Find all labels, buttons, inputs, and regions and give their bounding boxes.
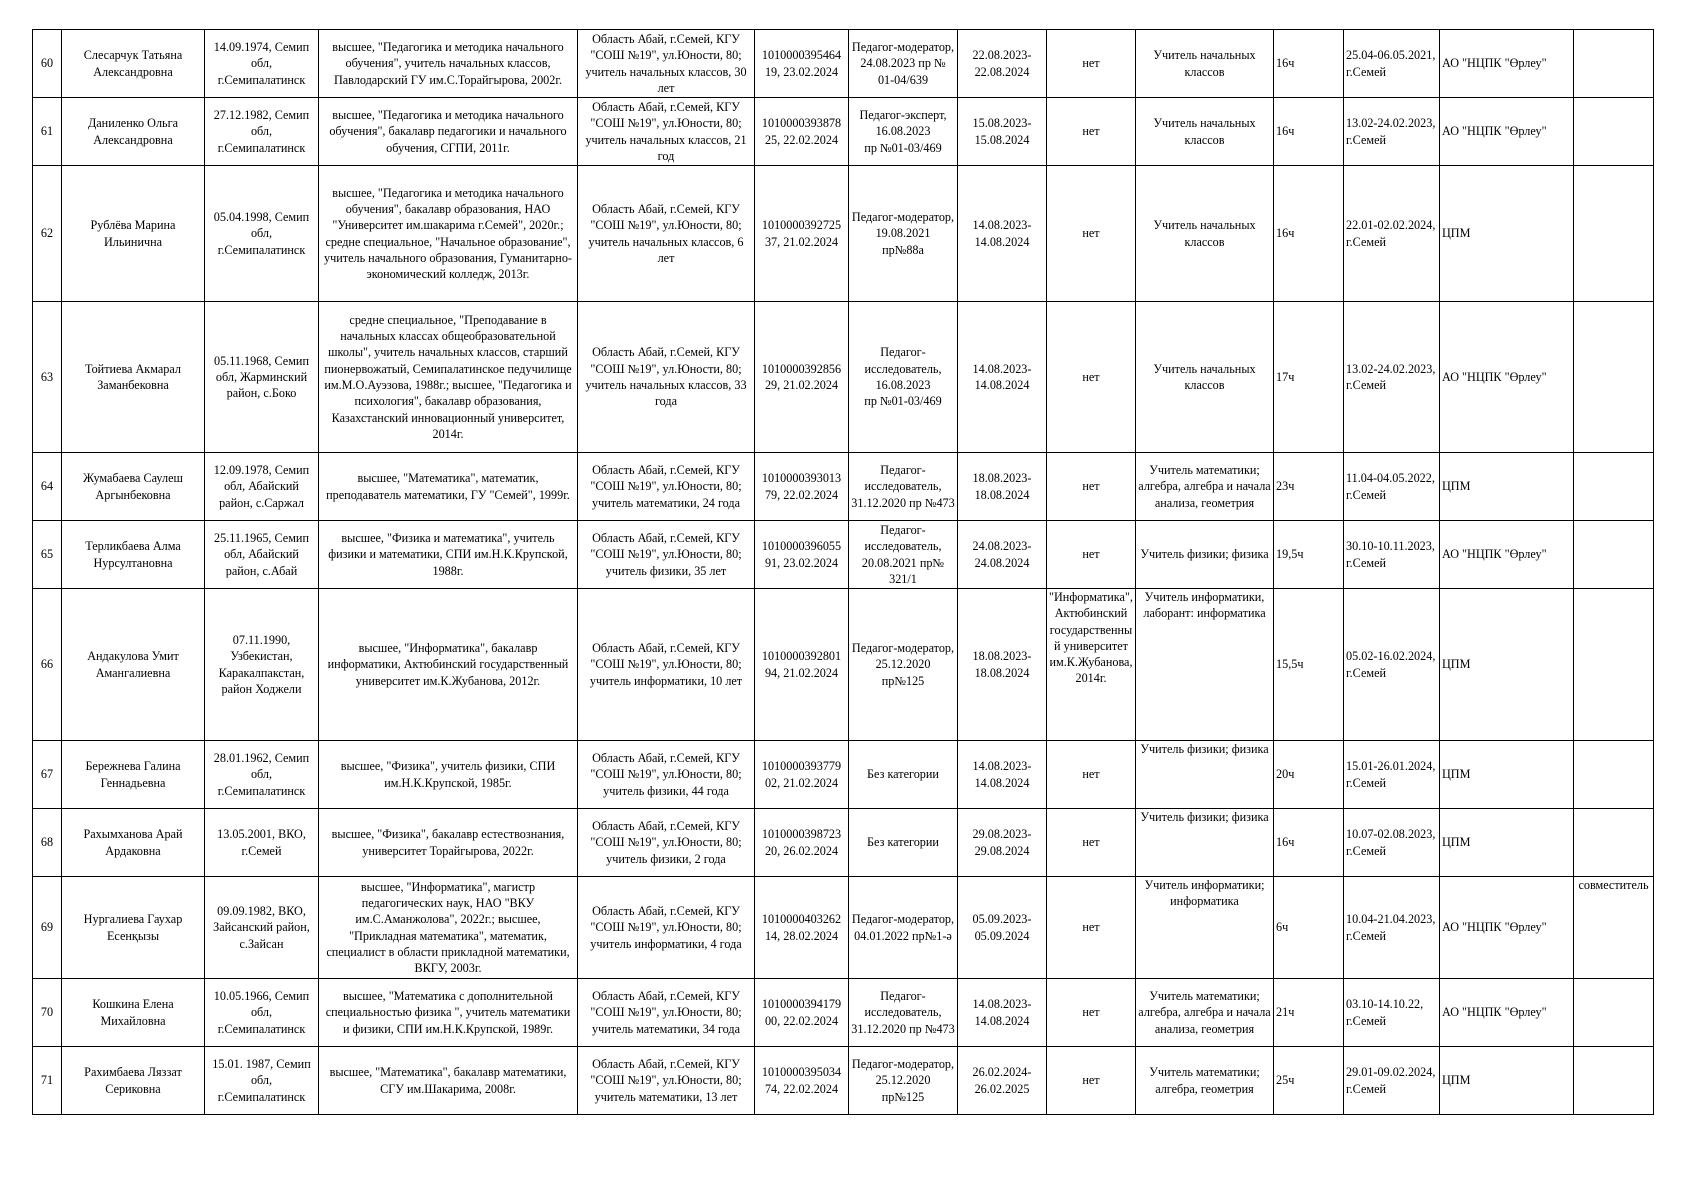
course-organization: ЦПМ bbox=[1440, 589, 1574, 741]
row-number: 65 bbox=[33, 521, 62, 589]
additional-education: нет bbox=[1047, 979, 1136, 1047]
qualification-category: Педагог-модератор, 04.01.2022 пр№1-ә bbox=[849, 877, 958, 979]
birth-info: 27.12.1982, Семип обл, г.Семипалатинск bbox=[205, 98, 319, 166]
position-subjects: Учитель начальных классов bbox=[1136, 302, 1274, 453]
workplace-info: Область Абай, г.Семей, КГУ "СОШ №19", ул.Юности, 80; учитель физики, 2 года bbox=[578, 809, 755, 877]
birth-info: 05.04.1998, Семип обл, г.Семипалатинск bbox=[205, 166, 319, 302]
course-dates: 10.07-02.08.2023, г.Семей bbox=[1344, 809, 1440, 877]
row-number: 62 bbox=[33, 166, 62, 302]
teacher-name: Слесарчук Татьяна Александровна bbox=[62, 30, 205, 98]
course-organization: ЦПМ bbox=[1440, 166, 1574, 302]
teaching-hours: 16ч bbox=[1274, 30, 1344, 98]
certificate-info: 1010000398723 20, 26.02.2024 bbox=[755, 809, 849, 877]
course-dates: 25.04-06.05.2021, г.Семей bbox=[1344, 30, 1440, 98]
course-dates: 05.02-16.02.2024, г.Семей bbox=[1344, 589, 1440, 741]
additional-education: нет bbox=[1047, 30, 1136, 98]
remark bbox=[1574, 809, 1654, 877]
remark bbox=[1574, 521, 1654, 589]
table-row bbox=[33, 1047, 1654, 1115]
education-info: высшее, "Физика и математика", учитель физики и математики, СПИ им.Н.К.Крупской, 1988г. bbox=[319, 521, 578, 589]
position-subjects: Учитель математики; алгебра, алгебра и начала анализа, геометрия bbox=[1136, 979, 1274, 1047]
course-dates: 10.04-21.04.2023, г.Семей bbox=[1344, 877, 1440, 979]
additional-education: нет bbox=[1047, 453, 1136, 521]
course-dates: 03.10-14.10.22, г.Семей bbox=[1344, 979, 1440, 1047]
course-organization: АО "НЦПК "Өрлеу" bbox=[1440, 979, 1574, 1047]
validity-period: 15.08.2023-15.08.2024 bbox=[958, 98, 1047, 166]
teacher-name: Бережнева Галина Геннадьевна bbox=[62, 741, 205, 809]
table-row bbox=[33, 521, 1654, 589]
qualification-category: Педагог-эксперт, 16.08.2023 пр №01-03/469 bbox=[849, 98, 958, 166]
table-row bbox=[33, 166, 1654, 302]
workplace-info: Область Абай, г.Семей, КГУ "СОШ №19", ул.Юности, 80; учитель физики, 44 года bbox=[578, 741, 755, 809]
remark bbox=[1574, 453, 1654, 521]
row-number: 70 bbox=[33, 979, 62, 1047]
education-info: высшее, "Информатика", бакалавр информатики, Актюбинский государственный университет им.К.Жубанова, 2012г. bbox=[319, 589, 578, 741]
teaching-hours: 19,5ч bbox=[1274, 521, 1344, 589]
teacher-name: Терликбаева Алма Нурсултановна bbox=[62, 521, 205, 589]
row-number: 66 bbox=[33, 589, 62, 741]
birth-info: 28.01.1962, Семип обл, г.Семипалатинск bbox=[205, 741, 319, 809]
teacher-name: Андакулова Умит Амангалиевна bbox=[62, 589, 205, 741]
teaching-hours: 17ч bbox=[1274, 302, 1344, 453]
course-dates: 15.01-26.01.2024, г.Семей bbox=[1344, 741, 1440, 809]
staff-table bbox=[32, 29, 1654, 1115]
qualification-category: Педагог-модератор, 19.08.2021 пр№88а bbox=[849, 166, 958, 302]
table-row bbox=[33, 453, 1654, 521]
teacher-name: Рахимбаева Ляззат Сериковна bbox=[62, 1047, 205, 1115]
qualification-category: Педагог-модератор, 25.12.2020 пр№125 bbox=[849, 1047, 958, 1115]
certificate-info: 1010000395034 74, 22.02.2024 bbox=[755, 1047, 849, 1115]
workplace-info: Область Абай, г.Семей, КГУ "СОШ №19", ул.Юности, 80; учитель математики, 34 года bbox=[578, 979, 755, 1047]
qualification-category: Педагог-исследователь, 31.12.2020 пр №473 bbox=[849, 979, 958, 1047]
validity-period: 18.08.2023-18.08.2024 bbox=[958, 453, 1047, 521]
additional-education: "Информатика", Актюбинский государственный университет им.К.Жубанова, 2014г. bbox=[1047, 589, 1136, 741]
table-row bbox=[33, 809, 1654, 877]
education-info: высшее, "Педагогика и методика начального обучения", учитель начальных классов, Павлодарский ГУ им.С.Торайгырова, 2002г. bbox=[319, 30, 578, 98]
remark bbox=[1574, 589, 1654, 741]
certificate-info: 1010000403262 14, 28.02.2024 bbox=[755, 877, 849, 979]
validity-period: 24.08.2023-24.08.2024 bbox=[958, 521, 1047, 589]
education-info: высшее, "Педагогика и методика начального обучения", бакалавр педагогики и начального обучения, СГПИ, 2011г. bbox=[319, 98, 578, 166]
table-row bbox=[33, 979, 1654, 1047]
workplace-info: Область Абай, г.Семей, КГУ "СОШ №19", ул.Юности, 80; учитель начальных классов, 6 лет bbox=[578, 166, 755, 302]
position-subjects: Учитель физики; физика bbox=[1136, 809, 1274, 877]
teacher-name: Нургалиева Гаухар Есенқызы bbox=[62, 877, 205, 979]
qualification-category: Без категории bbox=[849, 741, 958, 809]
workplace-info: Область Абай, г.Семей, КГУ "СОШ №19", ул.Юности, 80; учитель физики, 35 лет bbox=[578, 521, 755, 589]
qualification-category: Педагог-модератор, 24.08.2023 пр № 01-04/639 bbox=[849, 30, 958, 98]
position-subjects: Учитель математики; алгебра, геометрия bbox=[1136, 1047, 1274, 1115]
validity-period: 14.08.2023-14.08.2024 bbox=[958, 979, 1047, 1047]
table-row bbox=[33, 741, 1654, 809]
birth-info: 15.01. 1987, Семип обл, г.Семипалатинск bbox=[205, 1047, 319, 1115]
education-info: высшее, "Физика", учитель физики, СПИ им.Н.К.Крупской, 1985г. bbox=[319, 741, 578, 809]
row-number: 69 bbox=[33, 877, 62, 979]
course-dates: 30.10-10.11.2023, г.Семей bbox=[1344, 521, 1440, 589]
birth-info: 25.11.1965, Семип обл, Абайский район, с.Абай bbox=[205, 521, 319, 589]
validity-period: 29.08.2023-29.08.2024 bbox=[958, 809, 1047, 877]
course-organization: ЦПМ bbox=[1440, 1047, 1574, 1115]
teaching-hours: 6ч bbox=[1274, 877, 1344, 979]
validity-period: 14.08.2023-14.08.2024 bbox=[958, 166, 1047, 302]
teaching-hours: 20ч bbox=[1274, 741, 1344, 809]
remark bbox=[1574, 30, 1654, 98]
certificate-info: 1010000393878 25, 22.02.2024 bbox=[755, 98, 849, 166]
course-organization: АО "НЦПК "Өрлеу" bbox=[1440, 521, 1574, 589]
certificate-info: 1010000392856 29, 21.02.2024 bbox=[755, 302, 849, 453]
teacher-name: Рахымханова Арай Ардаковна bbox=[62, 809, 205, 877]
certificate-info: 1010000392725 37, 21.02.2024 bbox=[755, 166, 849, 302]
course-organization: АО "НЦПК "Өрлеу" bbox=[1440, 877, 1574, 979]
certificate-info: 1010000395464 19, 23.02.2024 bbox=[755, 30, 849, 98]
position-subjects: Учитель начальных классов bbox=[1136, 30, 1274, 98]
table-row bbox=[33, 30, 1654, 98]
course-organization: АО "НЦПК "Өрлеу" bbox=[1440, 98, 1574, 166]
additional-education: нет bbox=[1047, 809, 1136, 877]
position-subjects: Учитель начальных классов bbox=[1136, 166, 1274, 302]
validity-period: 22.08.2023-22.08.2024 bbox=[958, 30, 1047, 98]
validity-period: 14.08.2023-14.08.2024 bbox=[958, 302, 1047, 453]
additional-education: нет bbox=[1047, 877, 1136, 979]
qualification-category: Педагог-исследователь, 20.08.2021 пр№ 321/1 bbox=[849, 521, 958, 589]
teaching-hours: 16ч bbox=[1274, 166, 1344, 302]
certificate-info: 1010000392801 94, 21.02.2024 bbox=[755, 589, 849, 741]
course-dates: 13.02-24.02.2023, г.Семей bbox=[1344, 302, 1440, 453]
table-row bbox=[33, 877, 1654, 979]
birth-info: 14.09.1974, Семип обл, г.Семипалатинск bbox=[205, 30, 319, 98]
education-info: высшее, "Педагогика и методика начального обучения", бакалавр образования, НАО "Университет им.шакарима г.Семей", 2020г.; средне специальное, "Начальное образование", учитель начального образования, Гуманитарно-экономический колледж, 2013г. bbox=[319, 166, 578, 302]
validity-period: 26.02.2024-26.02.2025 bbox=[958, 1047, 1047, 1115]
certificate-info: 1010000394179 00, 22.02.2024 bbox=[755, 979, 849, 1047]
teaching-hours: 15,5ч bbox=[1274, 589, 1344, 741]
remark bbox=[1574, 98, 1654, 166]
birth-info: 05.11.1968, Семип обл, Жарминский район, с.Боко bbox=[205, 302, 319, 453]
birth-info: 07.11.1990, Узбекистан, Каракалпакстан, район Ходжели bbox=[205, 589, 319, 741]
education-info: высшее, "Математика", математик, преподаватель математики, ГУ "Семей", 1999г. bbox=[319, 453, 578, 521]
birth-info: 13.05.2001, ВКО, г.Семей bbox=[205, 809, 319, 877]
course-dates: 29.01-09.02.2024, г.Семей bbox=[1344, 1047, 1440, 1115]
birth-info: 12.09.1978, Семип обл, Абайский район, с.Саржал bbox=[205, 453, 319, 521]
course-dates: 13.02-24.02.2023, г.Семей bbox=[1344, 98, 1440, 166]
course-organization: ЦПМ bbox=[1440, 741, 1574, 809]
workplace-info: Область Абай, г.Семей, КГУ "СОШ №19", ул.Юности, 80; учитель информатики, 10 лет bbox=[578, 589, 755, 741]
row-number: 71 bbox=[33, 1047, 62, 1115]
education-info: высшее, "Физика", бакалавр естествознания, университет Торайгырова, 2022г. bbox=[319, 809, 578, 877]
remark bbox=[1574, 166, 1654, 302]
additional-education: нет bbox=[1047, 98, 1136, 166]
certificate-info: 1010000393779 02, 21.02.2024 bbox=[755, 741, 849, 809]
position-subjects: Учитель информатики, лаборант: информатика bbox=[1136, 589, 1274, 741]
row-number: 61 bbox=[33, 98, 62, 166]
education-info: средне специальное, "Преподавание в начальных классах общеобразовательной школы", учитель начальных классов, старший пионервожатый, Семипалатинское педучилище им.М.О.Ауэзова, 1988г.; высшее, "Педагогика и психология", бакалавр образования, Казахстанский инновационный университет, 2014г. bbox=[319, 302, 578, 453]
teacher-name: Рублёва Марина Ильинична bbox=[62, 166, 205, 302]
education-info: высшее, "Математика с дополнительной специальностью физика ", учитель математики и физики, СПИ им.Н.К.Крупской, 1989г. bbox=[319, 979, 578, 1047]
table-row bbox=[33, 589, 1654, 741]
position-subjects: Учитель информатики; информатика bbox=[1136, 877, 1274, 979]
row-number: 63 bbox=[33, 302, 62, 453]
remark bbox=[1574, 741, 1654, 809]
course-dates: 22.01-02.02.2024, г.Семей bbox=[1344, 166, 1440, 302]
teacher-name: Кошкина Елена Михайловна bbox=[62, 979, 205, 1047]
workplace-info: Область Абай, г.Семей, КГУ "СОШ №19", ул.Юности, 80; учитель математики, 24 года bbox=[578, 453, 755, 521]
birth-info: 10.05.1966, Семип обл, г.Семипалатинск bbox=[205, 979, 319, 1047]
position-subjects: Учитель начальных классов bbox=[1136, 98, 1274, 166]
education-info: высшее, "Информатика", магистр педагогических наук, НАО "ВКУ им.С.Аманжолова", 2022г.; высшее, "Прикладная математика", математик, специалист в области прикладной математики, ВКГУ, 2003г. bbox=[319, 877, 578, 979]
row-number: 60 bbox=[33, 30, 62, 98]
qualification-category: Педагог-исследователь, 31.12.2020 пр №473 bbox=[849, 453, 958, 521]
position-subjects: Учитель физики; физика bbox=[1136, 521, 1274, 589]
teaching-hours: 16ч bbox=[1274, 98, 1344, 166]
teacher-name: Тойтиева Акмарал Заманбековна bbox=[62, 302, 205, 453]
row-number: 64 bbox=[33, 453, 62, 521]
course-organization: ЦПМ bbox=[1440, 809, 1574, 877]
workplace-info: Область Абай, г.Семей, КГУ "СОШ №19", ул.Юности, 80; учитель информатики, 4 года bbox=[578, 877, 755, 979]
validity-period: 18.08.2023-18.08.2024 bbox=[958, 589, 1047, 741]
additional-education: нет bbox=[1047, 302, 1136, 453]
birth-info: 09.09.1982, ВКО, Зайсанский район, с.Зайсан bbox=[205, 877, 319, 979]
teaching-hours: 23ч bbox=[1274, 453, 1344, 521]
workplace-info: Область Абай, г.Семей, КГУ "СОШ №19", ул.Юности, 80; учитель начальных классов, 21 год bbox=[578, 98, 755, 166]
additional-education: нет bbox=[1047, 521, 1136, 589]
certificate-info: 1010000393013 79, 22.02.2024 bbox=[755, 453, 849, 521]
education-info: высшее, "Математика", бакалавр математики, СГУ им.Шакарима, 2008г. bbox=[319, 1047, 578, 1115]
course-organization: ЦПМ bbox=[1440, 453, 1574, 521]
row-number: 68 bbox=[33, 809, 62, 877]
additional-education: нет bbox=[1047, 741, 1136, 809]
additional-education: нет bbox=[1047, 166, 1136, 302]
remark bbox=[1574, 1047, 1654, 1115]
remark: совместитель bbox=[1574, 877, 1654, 979]
teaching-hours: 21ч bbox=[1274, 979, 1344, 1047]
position-subjects: Учитель математики; алгебра, алгебра и начала анализа, геометрия bbox=[1136, 453, 1274, 521]
table-row bbox=[33, 98, 1654, 166]
course-organization: АО "НЦПК "Өрлеу" bbox=[1440, 30, 1574, 98]
workplace-info: Область Абай, г.Семей, КГУ "СОШ №19", ул.Юности, 80; учитель начальных классов, 30 лет bbox=[578, 30, 755, 98]
teacher-name: Даниленко Ольга Александровна bbox=[62, 98, 205, 166]
teacher-name: Жумабаева Саулеш Аргынбековна bbox=[62, 453, 205, 521]
workplace-info: Область Абай, г.Семей, КГУ "СОШ №19", ул.Юности, 80; учитель математики, 13 лет bbox=[578, 1047, 755, 1115]
qualification-category: Педагог-модератор, 25.12.2020 пр№125 bbox=[849, 589, 958, 741]
certificate-info: 1010000396055 91, 23.02.2024 bbox=[755, 521, 849, 589]
additional-education: нет bbox=[1047, 1047, 1136, 1115]
table-row bbox=[33, 302, 1654, 453]
qualification-category: Без категории bbox=[849, 809, 958, 877]
validity-period: 05.09.2023-05.09.2024 bbox=[958, 877, 1047, 979]
course-organization: АО "НЦПК "Өрлеу" bbox=[1440, 302, 1574, 453]
course-dates: 11.04-04.05.2022, г.Семей bbox=[1344, 453, 1440, 521]
position-subjects: Учитель физики; физика bbox=[1136, 741, 1274, 809]
row-number: 67 bbox=[33, 741, 62, 809]
validity-period: 14.08.2023-14.08.2024 bbox=[958, 741, 1047, 809]
remark bbox=[1574, 302, 1654, 453]
workplace-info: Область Абай, г.Семей, КГУ "СОШ №19", ул.Юности, 80; учитель начальных классов, 33 года bbox=[578, 302, 755, 453]
remark bbox=[1574, 979, 1654, 1047]
qualification-category: Педагог-исследователь, 16.08.2023 пр №01-03/469 bbox=[849, 302, 958, 453]
teaching-hours: 25ч bbox=[1274, 1047, 1344, 1115]
teaching-hours: 16ч bbox=[1274, 809, 1344, 877]
